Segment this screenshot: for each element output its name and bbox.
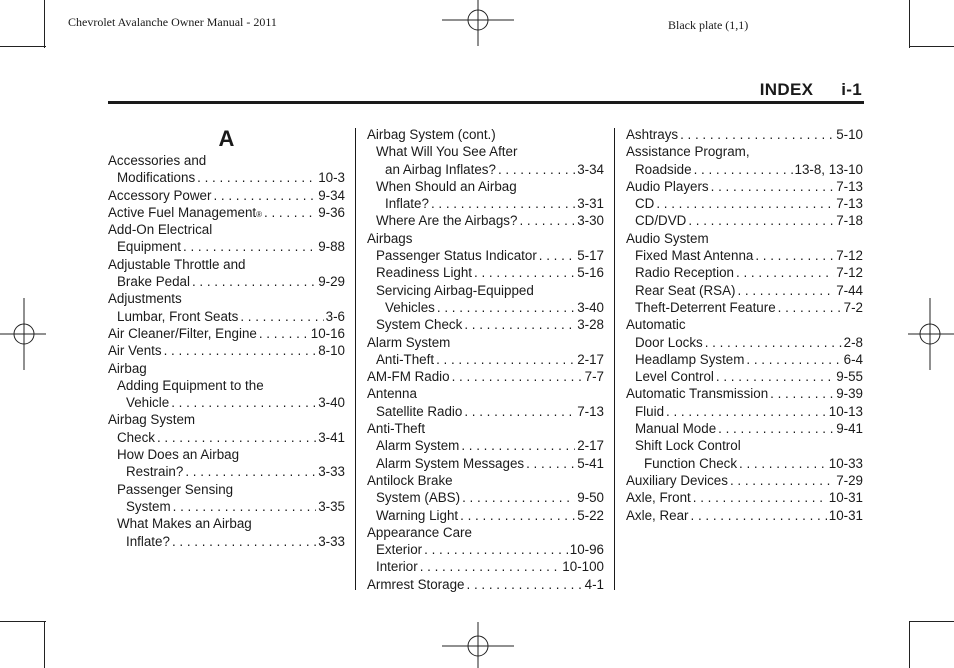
entry-text: Satellite Radio <box>376 403 463 419</box>
index-entry <box>626 489 863 506</box>
entry-text: Warning Light <box>376 507 459 523</box>
entry-text: Door Locks <box>635 334 703 350</box>
entry-text: Fluid <box>635 403 665 419</box>
page-reference: 10-3 <box>318 170 345 186</box>
page-reference: 3-33 <box>318 533 345 549</box>
entry-text: Ashtrays <box>626 127 679 142</box>
leader-dots <box>464 316 575 333</box>
registration-mark-top <box>440 0 516 48</box>
index-entry <box>367 420 604 437</box>
leader-dots <box>691 507 827 524</box>
entry-text: Adding Equipment to the <box>117 377 264 393</box>
page-reference: 9-88 <box>318 239 345 255</box>
section-title: INDEX <box>759 80 814 99</box>
registration-mark-bottom <box>440 622 516 668</box>
entry-text: Restrain? <box>126 464 184 480</box>
entry-text: Alarm System <box>376 438 460 454</box>
page-reference: 10-31 <box>828 507 863 523</box>
leader-dots <box>431 195 575 212</box>
entry-text: Airbag <box>108 360 147 376</box>
plate-label: Black plate (1,1) <box>668 18 749 32</box>
entry-text: Exterior <box>376 542 423 558</box>
index-entry <box>626 351 863 368</box>
entry-text: Fixed Mast Antenna <box>635 248 754 264</box>
index-entry <box>367 385 604 402</box>
page-reference: 10-16 <box>310 325 345 341</box>
leader-dots <box>197 169 316 186</box>
leader-dots <box>164 342 317 359</box>
index-entry <box>367 403 604 420</box>
entry-text: Audio Players <box>626 178 709 194</box>
entry-text: Shift Lock Control <box>635 438 741 454</box>
entry-text: Inflate? <box>126 533 170 549</box>
entry-text: Roadside <box>635 161 692 177</box>
page-reference: 5-17 <box>577 248 604 264</box>
entry-text: an Airbag Inflates? <box>385 161 496 177</box>
entry-text: Passenger Sensing <box>117 481 234 497</box>
page-reference: 10-31 <box>828 490 863 506</box>
page-number: i-1 <box>841 80 862 99</box>
index-entry <box>626 161 863 178</box>
entry-text: Armrest Storage <box>367 576 465 592</box>
leader-dots <box>240 308 323 325</box>
index-entry <box>367 282 604 299</box>
leader-dots <box>716 368 834 385</box>
index-entry <box>367 178 604 195</box>
entry-text: Theft-Deterrent Feature <box>635 299 776 315</box>
page-reference: 7-18 <box>836 213 863 229</box>
page-reference: 5-22 <box>577 507 604 523</box>
entry-text: Headlamp System <box>635 351 745 367</box>
index-entry <box>108 169 345 186</box>
index-entry <box>626 368 863 385</box>
leader-dots <box>420 558 561 575</box>
page-reference: 8-10 <box>318 343 345 359</box>
entry-text: Radio Reception <box>635 265 735 281</box>
index-entry <box>367 455 604 472</box>
entry-text: Antenna <box>367 386 417 402</box>
section-letter: A <box>218 126 235 151</box>
index-entry <box>108 221 345 238</box>
index-entry: Active Fuel Management ® . . . 9-36 <box>108 204 345 221</box>
index-entry <box>626 282 863 299</box>
page-reference: 9-50 <box>577 490 604 506</box>
index-entry <box>367 212 604 229</box>
entry-text: System (ABS) <box>376 490 461 506</box>
index-entry <box>108 273 345 290</box>
entry-text: Adjustments <box>108 291 182 307</box>
entry-text: When Should an Airbag <box>376 178 517 194</box>
entry-text: Airbags <box>367 230 413 246</box>
page-reference: 2-8 <box>843 334 863 350</box>
entry-text: Axle, Front <box>626 490 691 506</box>
index-entry <box>367 507 604 524</box>
leader-dots <box>770 385 834 402</box>
index-entry <box>367 143 604 160</box>
entry-text: Accessories and <box>108 153 207 168</box>
page-reference: 3-33 <box>318 464 345 480</box>
page-reference: 3-40 <box>318 395 345 411</box>
page-reference: 7-12 <box>836 248 863 264</box>
registration-mark-left <box>0 296 46 372</box>
page-reference: 9-41 <box>836 421 863 437</box>
page-reference: 3-28 <box>577 317 604 333</box>
leader-dots <box>736 264 834 281</box>
registration-mark-right <box>908 296 954 372</box>
page-reference: 3-31 <box>577 196 604 212</box>
index-entry <box>108 360 345 377</box>
entry-text: Lumbar, Front Seats <box>117 308 239 324</box>
index-entry <box>626 247 863 264</box>
column-divider-1 <box>355 128 356 590</box>
leader-dots <box>746 351 841 368</box>
leader-dots <box>185 463 316 480</box>
page-reference: 2-17 <box>577 351 604 367</box>
index-entry <box>367 264 604 281</box>
index-entry <box>108 446 345 463</box>
page-reference: 3-6 <box>325 308 345 324</box>
index-entry <box>626 178 863 195</box>
index-entry <box>108 290 345 307</box>
entry-text: Alarm System <box>367 334 451 350</box>
page-reference: 3-40 <box>577 299 604 315</box>
leader-dots <box>424 541 568 558</box>
index-entry <box>367 126 604 143</box>
leader-dots <box>778 299 842 316</box>
page-reference: 5-41 <box>577 455 604 471</box>
index-entry <box>626 264 863 281</box>
index-entry <box>367 472 604 489</box>
leader-dots <box>680 126 834 143</box>
entry-text: CD <box>635 196 655 212</box>
page-reference: 7-2 <box>843 299 863 315</box>
page-reference: 10-33 <box>828 455 863 471</box>
leader-dots <box>172 533 316 550</box>
entry-text: Air Cleaner/Filter, Engine <box>108 325 257 341</box>
index-entry <box>626 472 863 489</box>
entry-text: Air Vents <box>108 343 162 359</box>
index-entry <box>367 489 604 506</box>
index-entry <box>626 212 863 229</box>
leader-dots <box>464 403 575 420</box>
leader-dots <box>737 282 834 299</box>
entry-text: Airbag System <box>108 412 196 428</box>
entry-text: Antilock Brake <box>367 472 453 488</box>
entry-text: Vehicle <box>126 395 170 411</box>
entry-text: System <box>126 498 171 514</box>
entry-text: Adjustable Throttle and <box>108 256 246 272</box>
leader-dots <box>452 368 583 385</box>
entry-text: Level Control <box>635 369 714 385</box>
page-reference: 5-16 <box>577 265 604 281</box>
entry-text: Add-On Electrical <box>108 222 213 238</box>
leader-dots <box>171 394 316 411</box>
index-entry <box>626 230 863 247</box>
leader-dots <box>705 334 842 351</box>
leader-dots <box>157 429 316 446</box>
entry-text: Automatic Transmission <box>626 386 769 402</box>
leader-dots <box>711 178 835 195</box>
entry-text: Assistance Program, <box>626 144 750 160</box>
index-entry <box>108 325 345 342</box>
leader-dots <box>730 472 834 489</box>
index-entry <box>108 533 345 550</box>
entry-text: Passenger Status Indicator <box>376 248 537 264</box>
entry-text: Vehicles <box>385 299 435 315</box>
index-entry <box>108 308 345 325</box>
index-entry <box>367 334 604 351</box>
index-entry <box>626 126 863 143</box>
entry-text: Axle, Rear <box>626 507 689 523</box>
entry-text: Auxiliary Devices <box>626 472 728 488</box>
entry-text: What Will You See After <box>376 144 518 160</box>
index-entry <box>108 377 345 394</box>
leader-dots <box>467 576 583 593</box>
index-entry <box>367 437 604 454</box>
index-entry <box>108 394 345 411</box>
index-entry <box>108 187 345 204</box>
page-reference: 9-34 <box>318 187 345 203</box>
leader-dots <box>437 299 575 316</box>
leader-dots <box>688 212 834 229</box>
entry-text: Brake Pedal <box>117 274 190 290</box>
index-column-2 <box>367 126 604 593</box>
leader-dots <box>173 498 317 515</box>
page-reference: 13-8, 13-10 <box>794 161 863 177</box>
index-entry <box>626 316 863 333</box>
index-entry <box>108 463 345 480</box>
index-entry <box>367 558 604 575</box>
page-title <box>760 80 862 100</box>
index-entry <box>367 230 604 247</box>
leader-dots <box>259 325 309 342</box>
page-reference: 4-1 <box>584 576 604 592</box>
entry-text: How Does an Airbag <box>117 447 240 463</box>
page-reference: 7-12 <box>836 265 863 281</box>
entry-text: CD/DVD <box>635 213 687 229</box>
leader-dots <box>462 489 575 506</box>
leader-dots <box>666 403 827 420</box>
entry-text: Where Are the Airbags? <box>376 213 518 229</box>
entry-text: Accessory Power <box>108 187 212 203</box>
page-reference: 7-29 <box>836 472 863 488</box>
page-reference: 7-13 <box>836 178 863 194</box>
entry-text: Modifications <box>117 170 196 186</box>
entry-text: Anti-Theft <box>367 421 426 437</box>
leader-dots <box>460 507 575 524</box>
index-entry <box>626 455 863 472</box>
index-entry <box>626 195 863 212</box>
entry-text: Active Fuel Management <box>108 204 257 220</box>
index-entry <box>367 247 604 264</box>
leader-dots <box>718 420 834 437</box>
page-reference: 9-39 <box>836 386 863 402</box>
index-entry <box>626 507 863 524</box>
page-reference: 3-34 <box>577 161 604 177</box>
index-entry <box>626 420 863 437</box>
index-entry <box>367 541 604 558</box>
entry-text: Check <box>117 429 155 445</box>
index-entry <box>626 299 863 316</box>
page-reference: 3-35 <box>318 498 345 514</box>
index-entry <box>108 498 345 515</box>
index-entry <box>626 143 863 160</box>
leader-dots <box>183 238 316 255</box>
entry-text: Airbag System (cont.) <box>367 127 496 142</box>
page-reference: 9-55 <box>836 369 863 385</box>
page-reference: 10-13 <box>828 403 863 419</box>
leader-dots <box>192 273 316 290</box>
index-entry <box>626 403 863 420</box>
leader-dots <box>526 455 575 472</box>
leader-dots <box>755 247 834 264</box>
entry-text: Manual Mode <box>635 421 717 437</box>
entry-text: System Check <box>376 317 463 333</box>
leader-dots <box>213 187 316 204</box>
index-entry <box>108 152 345 169</box>
index-column-1 <box>108 126 345 550</box>
page-reference: 7-44 <box>836 282 863 298</box>
page-reference: 5-10 <box>836 127 863 142</box>
leader-dots <box>474 264 575 281</box>
leader-dots <box>498 161 575 178</box>
index-entry <box>367 299 604 316</box>
index-entry <box>108 481 345 498</box>
entry-text: Audio System <box>626 230 709 246</box>
leader-dots <box>461 437 575 454</box>
page-reference: 7-13 <box>577 403 604 419</box>
entry-text: Anti-Theft <box>376 351 435 367</box>
page-reference: 9-29 <box>318 274 345 290</box>
index-entry <box>626 385 863 402</box>
page-reference: 10-96 <box>569 542 604 558</box>
page-reference: 9-36 <box>318 204 345 220</box>
index-entry <box>108 429 345 446</box>
page-reference: 3-41 <box>318 429 345 445</box>
page-reference: 10-100 <box>562 559 604 575</box>
entry-text: Automatic <box>626 317 686 333</box>
entry-text: Function Check <box>644 455 738 471</box>
index-entry <box>367 161 604 178</box>
entry-text: Interior <box>376 559 418 575</box>
index-entry <box>367 316 604 333</box>
index-entry <box>367 576 604 593</box>
index-entry <box>108 515 345 532</box>
entry-text: AM-FM Radio <box>367 369 450 385</box>
index-entry <box>108 411 345 428</box>
leader-dots <box>436 351 575 368</box>
header-rule <box>108 101 864 104</box>
leader-dots <box>693 489 827 506</box>
index-column-3 <box>626 126 863 524</box>
page-reference: 7-13 <box>836 196 863 212</box>
leader-dots <box>519 212 575 229</box>
entry-text: Readiness Light <box>376 265 473 281</box>
index-entry <box>367 195 604 212</box>
index-entry <box>367 368 604 385</box>
index-entry <box>108 342 345 359</box>
index-entry <box>626 437 863 454</box>
index-entry <box>367 351 604 368</box>
leader-dots <box>656 195 834 212</box>
page-reference: 6-4 <box>843 351 863 367</box>
page-reference: 2-17 <box>577 438 604 454</box>
index-entry <box>626 334 863 351</box>
entry-text: Servicing Airbag-Equipped <box>376 282 534 298</box>
leader-dots <box>264 204 316 221</box>
entry-text: What Makes an Airbag <box>117 516 252 532</box>
index-entry <box>108 238 345 255</box>
index-entry <box>108 256 345 273</box>
leader-dots <box>539 247 575 264</box>
entry-text: Appearance Care <box>367 524 472 540</box>
manual-header: Chevrolet Avalanche Owner Manual - 2011 <box>68 15 277 29</box>
entry-text: Alarm System Messages <box>376 455 525 471</box>
leader-dots <box>694 161 793 178</box>
entry-text: Rear Seat (RSA) <box>635 282 736 298</box>
index-entry <box>367 524 604 541</box>
column-divider-2 <box>614 128 615 590</box>
page-reference: 7-7 <box>584 369 604 385</box>
entry-text: Inflate? <box>385 196 429 212</box>
entry-text: Equipment <box>117 239 182 255</box>
page-reference: 3-30 <box>577 213 604 229</box>
leader-dots <box>739 455 827 472</box>
